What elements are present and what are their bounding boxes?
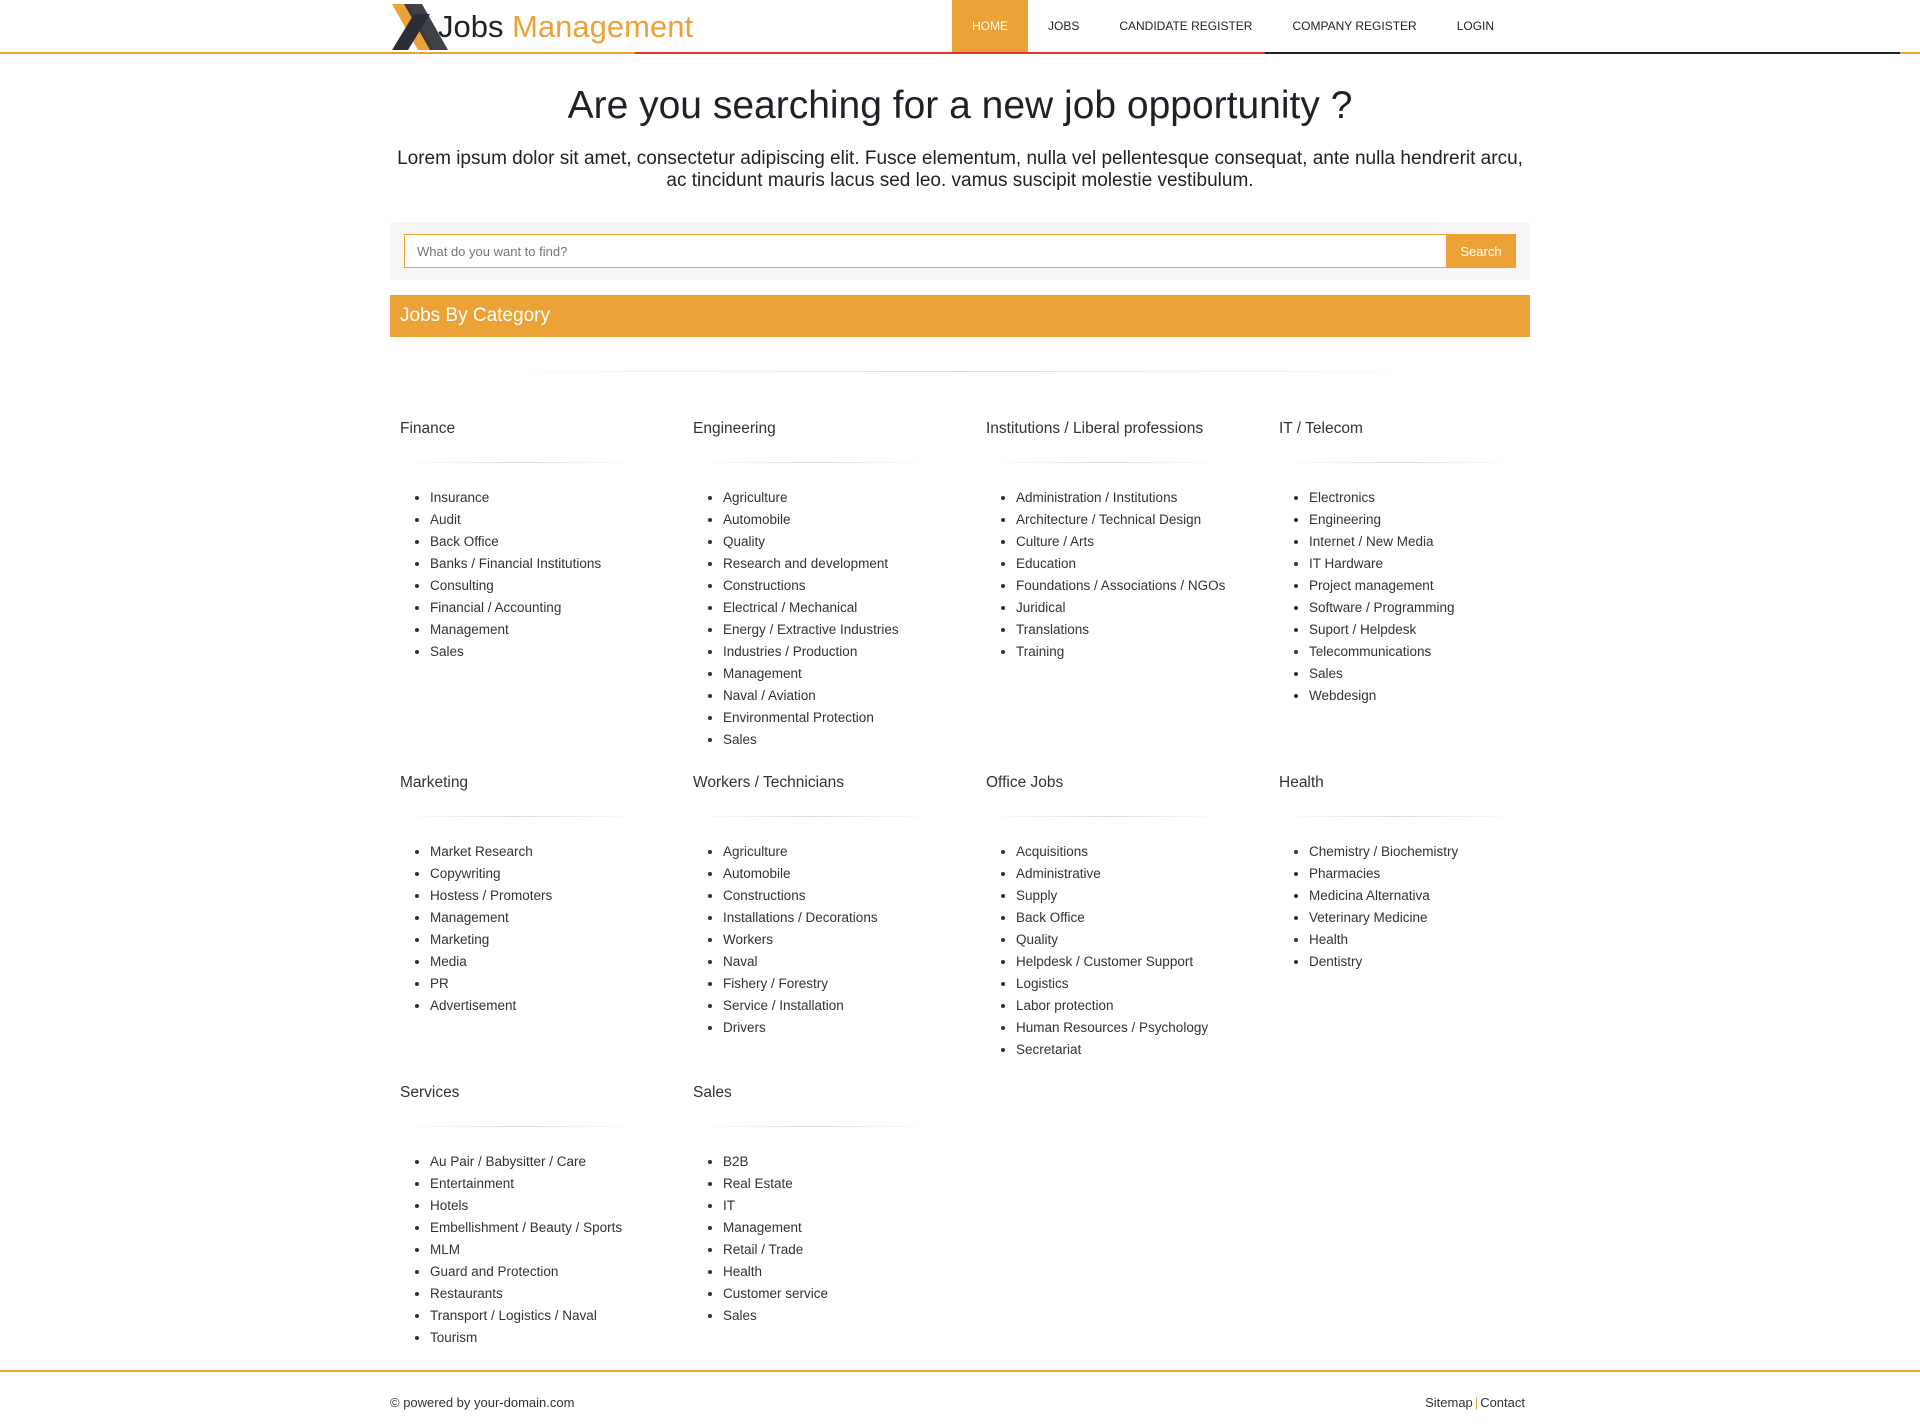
category-link[interactable]: • B2B [723, 1151, 943, 1173]
category-divider [986, 816, 1226, 817]
category-link[interactable]: • Juridical [1016, 597, 1236, 619]
category-column [390, 420, 650, 663]
category-link[interactable]: • Helpdesk / Customer Support [1016, 951, 1236, 973]
category-link[interactable]: • Transport / Logistics / Naval [430, 1305, 650, 1327]
category-link[interactable]: • Veterinary Medicine [1309, 907, 1529, 929]
category-link[interactable]: • Management [430, 619, 650, 641]
category-link[interactable]: • Customer service [723, 1283, 943, 1305]
category-link[interactable]: • Audit [430, 509, 650, 531]
category-link[interactable]: • Au Pair / Babysitter / Care [430, 1151, 650, 1173]
category-divider [986, 462, 1226, 463]
category-title[interactable]: IT / Telecom [1279, 420, 1363, 437]
category-link[interactable]: • Supply [1016, 885, 1236, 907]
category-link[interactable]: • Financial / Accounting [430, 597, 650, 619]
category-link[interactable]: • Education [1016, 553, 1236, 575]
nav-item-candidate-register[interactable]: CANDIDATE REGISTER [1119, 19, 1253, 33]
category-link[interactable]: • Real Estate [723, 1173, 943, 1195]
category-link[interactable]: • Administration / Institutions [1016, 487, 1236, 509]
nav-item-login[interactable]: LOGIN [1456, 19, 1495, 33]
category-link[interactable]: • Quality [1016, 929, 1236, 951]
category-divider [693, 462, 933, 463]
category-list [683, 841, 943, 1039]
category-link[interactable]: • Consulting [430, 575, 650, 597]
category-list [683, 1151, 943, 1327]
category-link[interactable]: • Marketing [430, 929, 650, 951]
category-link[interactable]: • Administrative [1016, 863, 1236, 885]
category-divider [400, 1126, 640, 1127]
category-link[interactable]: • Industries / Production [723, 641, 943, 663]
category-link[interactable]: • Back Office [1016, 907, 1236, 929]
footer-links: Sitemap | Contact [1425, 1395, 1525, 1410]
category-link[interactable]: • IT Hardware [1309, 553, 1529, 575]
category-column [683, 1084, 943, 1327]
category-link[interactable]: • Management [723, 1217, 943, 1239]
category-link[interactable]: • Suport / Helpdesk [1309, 619, 1529, 641]
category-list [976, 487, 1236, 663]
category-link[interactable]: • Logistics [1016, 973, 1236, 995]
category-link[interactable]: • Copywriting [430, 863, 650, 885]
category-link[interactable]: • Guard and Protection [430, 1261, 650, 1283]
category-divider [400, 816, 640, 817]
brand-name: Jobs Management [438, 9, 694, 44]
category-column [1269, 774, 1529, 973]
category-link[interactable]: • Drivers [723, 1017, 943, 1039]
category-link[interactable]: • Media [430, 951, 650, 973]
category-column [1269, 420, 1529, 707]
category-link[interactable]: • Internet / New Media [1309, 531, 1529, 553]
category-column [976, 774, 1236, 1061]
search-input[interactable] [404, 234, 1514, 268]
category-link[interactable]: • Pharmacies [1309, 863, 1529, 885]
category-link[interactable]: • Management [430, 907, 650, 929]
footer-line [0, 1370, 1920, 1372]
category-link[interactable]: • Automobile [723, 863, 943, 885]
category-list [1269, 487, 1529, 707]
category-list [683, 487, 943, 751]
category-link[interactable]: • Training [1016, 641, 1236, 663]
category-link[interactable]: • MLM [430, 1239, 650, 1261]
category-link[interactable]: • Webdesign [1309, 685, 1529, 707]
category-link[interactable]: • Service / Installation [723, 995, 943, 1017]
hero-title: Are you searching for a new job opportunity ? [567, 84, 1353, 127]
hero-text: Lorem ipsum dolor sit amet, consectetur adipiscing elit. Fusce elementum, nulla vel pellentesque consequat, ante nulla hendrerit arcu, ac tincidunt mauris lacus sed leo. vamus suscipit molestie vestibulum. [397, 148, 1523, 191]
category-link[interactable]: • Translations [1016, 619, 1236, 641]
category-link[interactable]: • Entertainment [430, 1173, 650, 1195]
category-link[interactable]: • Automobile [723, 509, 943, 531]
category-link[interactable]: • Health [1309, 929, 1529, 951]
category-link[interactable]: • Hotels [430, 1195, 650, 1217]
category-link[interactable]: • Naval [723, 951, 943, 973]
categories-header: Jobs By Category [390, 295, 1530, 337]
category-list [1269, 841, 1529, 973]
category-link[interactable]: • Tourism [430, 1327, 650, 1349]
category-link[interactable]: • Insurance [430, 487, 650, 509]
category-list [390, 487, 650, 663]
category-link[interactable]: • Medicina Alternativa [1309, 885, 1529, 907]
category-column [683, 774, 943, 1039]
category-title[interactable]: Services [400, 1084, 460, 1101]
category-link[interactable]: • Banks / Financial Institutions [430, 553, 650, 575]
category-link[interactable]: • Constructions [723, 575, 943, 597]
category-link[interactable]: • Naval / Aviation [723, 685, 943, 707]
search-button[interactable]: Search [1446, 234, 1516, 268]
category-link[interactable]: • Health [723, 1261, 943, 1283]
footer-link-sitemap[interactable]: Sitemap [1425, 1395, 1473, 1410]
category-link[interactable]: • Back Office [430, 531, 650, 553]
category-link[interactable]: • IT [723, 1195, 943, 1217]
category-link[interactable]: • Advertisement [430, 995, 650, 1017]
category-column [683, 420, 943, 751]
footer-link-contact[interactable]: Contact [1480, 1395, 1525, 1410]
category-link[interactable]: • Electronics [1309, 487, 1529, 509]
category-link[interactable]: • Acquisitions [1016, 841, 1236, 863]
category-link[interactable]: • Retail / Trade [723, 1239, 943, 1261]
footer-copyright: © powered by your-domain.com [390, 1395, 575, 1410]
category-title[interactable]: Health [1279, 774, 1324, 791]
category-list [390, 841, 650, 1017]
category-title[interactable]: Office Jobs [986, 774, 1064, 791]
category-column [976, 420, 1236, 663]
category-link[interactable]: • Chemistry / Biochemistry [1309, 841, 1529, 863]
category-link[interactable]: • Workers [723, 929, 943, 951]
category-title[interactable]: Workers / Technicians [693, 774, 845, 791]
category-link[interactable]: • Embellishment / Beauty / Sports [430, 1217, 650, 1239]
divider [460, 371, 1460, 372]
category-column [390, 1084, 650, 1349]
category-link[interactable]: • Culture / Arts [1016, 531, 1236, 553]
category-link[interactable]: • Human Resources / Psychology [1016, 1017, 1236, 1039]
category-link[interactable]: • Sales [430, 641, 650, 663]
category-link[interactable]: • Quality [723, 531, 943, 553]
category-link[interactable]: • Sales [1309, 663, 1529, 685]
category-link[interactable]: • Dentistry [1309, 951, 1529, 973]
category-link[interactable]: • Market Research [430, 841, 650, 863]
category-link[interactable]: • Restaurants [430, 1283, 650, 1305]
category-link[interactable]: • Electrical / Mechanical [723, 597, 943, 619]
category-divider [693, 816, 933, 817]
category-list [976, 841, 1236, 1061]
category-title[interactable]: Engineering [693, 420, 776, 437]
search-box [390, 222, 1530, 280]
nav-item-company-register[interactable]: COMPANY REGISTER [1292, 19, 1417, 33]
category-title[interactable]: Sales [693, 1084, 732, 1101]
nav-item-home[interactable]: HOME [952, 0, 1028, 52]
category-link[interactable]: • Labor protection [1016, 995, 1236, 1017]
category-link[interactable]: • Foundations / Associations / NGOs [1016, 575, 1236, 597]
category-link[interactable]: • Constructions [723, 885, 943, 907]
category-link[interactable]: • Project management [1309, 575, 1529, 597]
category-link[interactable]: • Environmental Protection [723, 707, 943, 729]
category-link[interactable]: • PR [430, 973, 650, 995]
category-link[interactable]: • Architecture / Technical Design [1016, 509, 1236, 531]
category-title[interactable]: Marketing [400, 774, 469, 791]
category-link[interactable]: • Fishery / Forestry [723, 973, 943, 995]
category-link[interactable]: • Agriculture [723, 841, 943, 863]
category-link[interactable]: • Management [723, 663, 943, 685]
category-link[interactable]: • Software / Programming [1309, 597, 1529, 619]
category-link[interactable]: • Telecommunications [1309, 641, 1529, 663]
category-link[interactable]: • Agriculture [723, 487, 943, 509]
category-column [390, 774, 650, 1017]
category-link[interactable]: • Hostess / Promoters [430, 885, 650, 907]
category-divider [693, 1126, 933, 1127]
category-divider [1279, 816, 1519, 817]
category-list [390, 1151, 650, 1349]
category-link[interactable]: • Installations / Decorations [723, 907, 943, 929]
category-link[interactable]: • Sales [723, 1305, 943, 1327]
category-divider [1279, 462, 1519, 463]
category-link[interactable]: • Secretariat [1016, 1039, 1236, 1061]
category-title[interactable]: Finance [400, 420, 456, 437]
category-link[interactable]: • Research and development [723, 553, 943, 575]
category-link[interactable]: • Sales [723, 729, 943, 751]
category-link[interactable]: • Engineering [1309, 509, 1529, 531]
category-divider [400, 462, 640, 463]
category-link[interactable]: • Energy / Extractive Industries [723, 619, 943, 641]
category-title[interactable]: Institutions / Liberal professions [986, 420, 1204, 437]
nav-item-jobs[interactable]: JOBS [1048, 19, 1080, 33]
